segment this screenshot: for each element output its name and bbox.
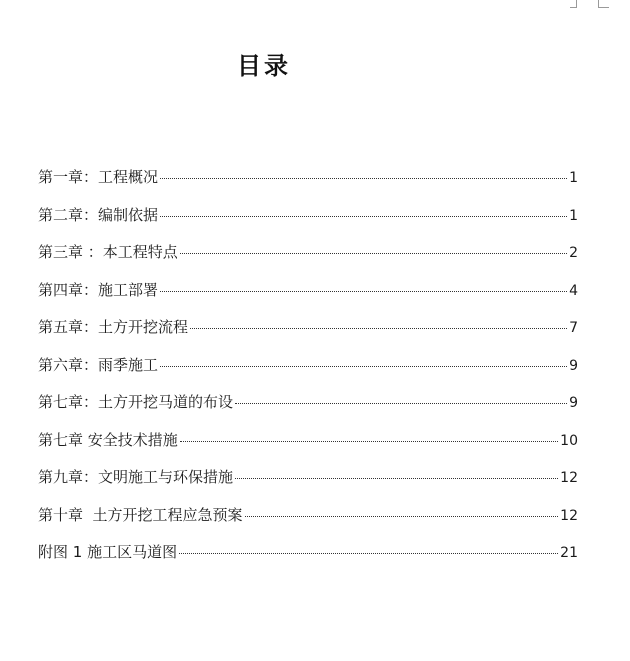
page-corner-mark-right	[598, 0, 609, 8]
toc-dot-leader	[160, 178, 567, 179]
toc-entry-page: 21	[560, 545, 578, 561]
toc-entry[interactable]	[38, 166, 578, 204]
toc-entry[interactable]	[38, 466, 578, 504]
table-of-contents	[38, 166, 578, 579]
toc-entry[interactable]	[38, 429, 578, 467]
toc-entry-label: 第十章 土方开挖工程应急预案	[38, 505, 243, 524]
toc-entry-page: 12	[560, 470, 578, 486]
toc-dot-leader	[160, 291, 567, 292]
toc-dot-leader	[190, 328, 567, 329]
toc-entry-label: 第四章：施工部署	[38, 280, 159, 299]
toc-entry[interactable]	[38, 504, 578, 542]
toc-entry-label: 第三章 ：本工程特点	[38, 243, 178, 261]
toc-entry[interactable]	[38, 541, 578, 579]
toc-entry[interactable]	[38, 391, 578, 429]
toc-entry-page: 2	[569, 245, 578, 261]
toc-entry-page: 9	[569, 395, 578, 411]
toc-entry-page: 10	[560, 432, 578, 449]
toc-entry[interactable]	[38, 354, 578, 392]
toc-entry[interactable]	[38, 316, 578, 354]
toc-dot-leader	[245, 516, 559, 517]
toc-entry-page: 1	[569, 207, 578, 224]
toc-entry-page: 12	[560, 507, 578, 524]
toc-entry[interactable]	[38, 279, 578, 317]
toc-entry-label: 第九章：文明施工与环保措施	[38, 468, 234, 486]
toc-entry-label: 第二章：编制依据	[38, 205, 159, 224]
toc-dot-leader	[180, 441, 558, 442]
toc-dot-leader	[160, 366, 567, 367]
toc-dot-leader	[235, 403, 567, 404]
toc-dot-leader	[160, 216, 567, 217]
toc-entry-label: 第五章：土方开挖流程	[38, 318, 189, 336]
toc-entry-page: 1	[569, 170, 578, 186]
toc-entry-page: 7	[569, 320, 578, 336]
toc-title: 目录	[237, 51, 291, 80]
page-corner-mark-left	[570, 0, 577, 8]
toc-entry-label: 第七章 安全技术措施	[38, 430, 178, 449]
toc-dot-leader	[180, 253, 567, 254]
toc-entry-page: 4	[569, 282, 578, 299]
toc-entry[interactable]	[38, 241, 578, 279]
toc-entry-label: 附图 1 施工区马道图	[38, 543, 178, 561]
toc-entry-label: 第六章：雨季施工	[38, 355, 159, 374]
toc-entry-label: 第一章：工程概况	[38, 168, 159, 186]
toc-entry-page: 9	[569, 357, 578, 374]
toc-entry-label: 第七章：土方开挖马道的布设	[38, 393, 234, 411]
toc-dot-leader	[179, 553, 558, 554]
toc-entry[interactable]	[38, 204, 578, 242]
toc-dot-leader	[235, 478, 558, 479]
